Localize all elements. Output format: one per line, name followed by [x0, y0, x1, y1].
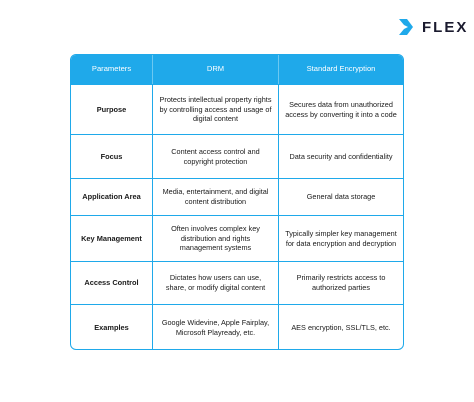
row-drm-cell: Google Widevine, Apple Fairplay, Microsoft Playready, etc.	[153, 305, 279, 350]
row-encryption-cell: General data storage	[306, 192, 376, 202]
table-row	[71, 134, 403, 178]
comparison-table	[70, 54, 404, 350]
row-parameter: Purpose	[71, 85, 153, 134]
table-row	[71, 215, 403, 261]
row-encryption-cell: Typically simpler key management for data encryption and decryption	[285, 228, 397, 248]
header-parameters: Parameters	[71, 55, 153, 84]
row-drm-cell: Protects intellectual property rights by controlling access and usage of digital content	[153, 85, 279, 134]
row-parameter: Examples	[71, 305, 153, 350]
table-row	[71, 304, 403, 350]
row-drm-cell: Often involves complex key distribution and rights management systems	[153, 216, 279, 261]
row-parameter: Access Control	[71, 262, 153, 304]
brand-logo	[396, 17, 468, 37]
row-drm-cell: Media, entertainment, and digital content distribution	[153, 179, 279, 215]
row-encryption-cell: Data security and confidentiality	[289, 151, 393, 161]
row-encryption-cell: Primarily restricts access to authorized parties	[296, 273, 386, 292]
table-header-row	[71, 55, 403, 84]
row-encryption-cell: AES encryption, SSL/TLS, etc.	[291, 323, 391, 333]
table-row	[71, 84, 403, 134]
row-parameter: Application Area	[71, 179, 153, 215]
header-drm: DRM	[153, 55, 279, 84]
header-standard-encryption: Standard Encryption	[306, 64, 376, 74]
brand-name: FLEX	[422, 18, 469, 36]
row-encryption-cell: Secures data from unauthorized access by converting it into a code	[285, 99, 397, 119]
row-drm-cell: Dictates how users can use, share, or modify digital content	[153, 262, 279, 304]
flex-logo-icon	[396, 17, 416, 37]
table-row	[71, 261, 403, 304]
row-parameter: Focus	[71, 135, 153, 178]
table-row	[71, 178, 403, 215]
row-drm-cell: Content access control and copyright protection	[153, 135, 279, 178]
row-parameter: Key Management	[71, 216, 153, 261]
